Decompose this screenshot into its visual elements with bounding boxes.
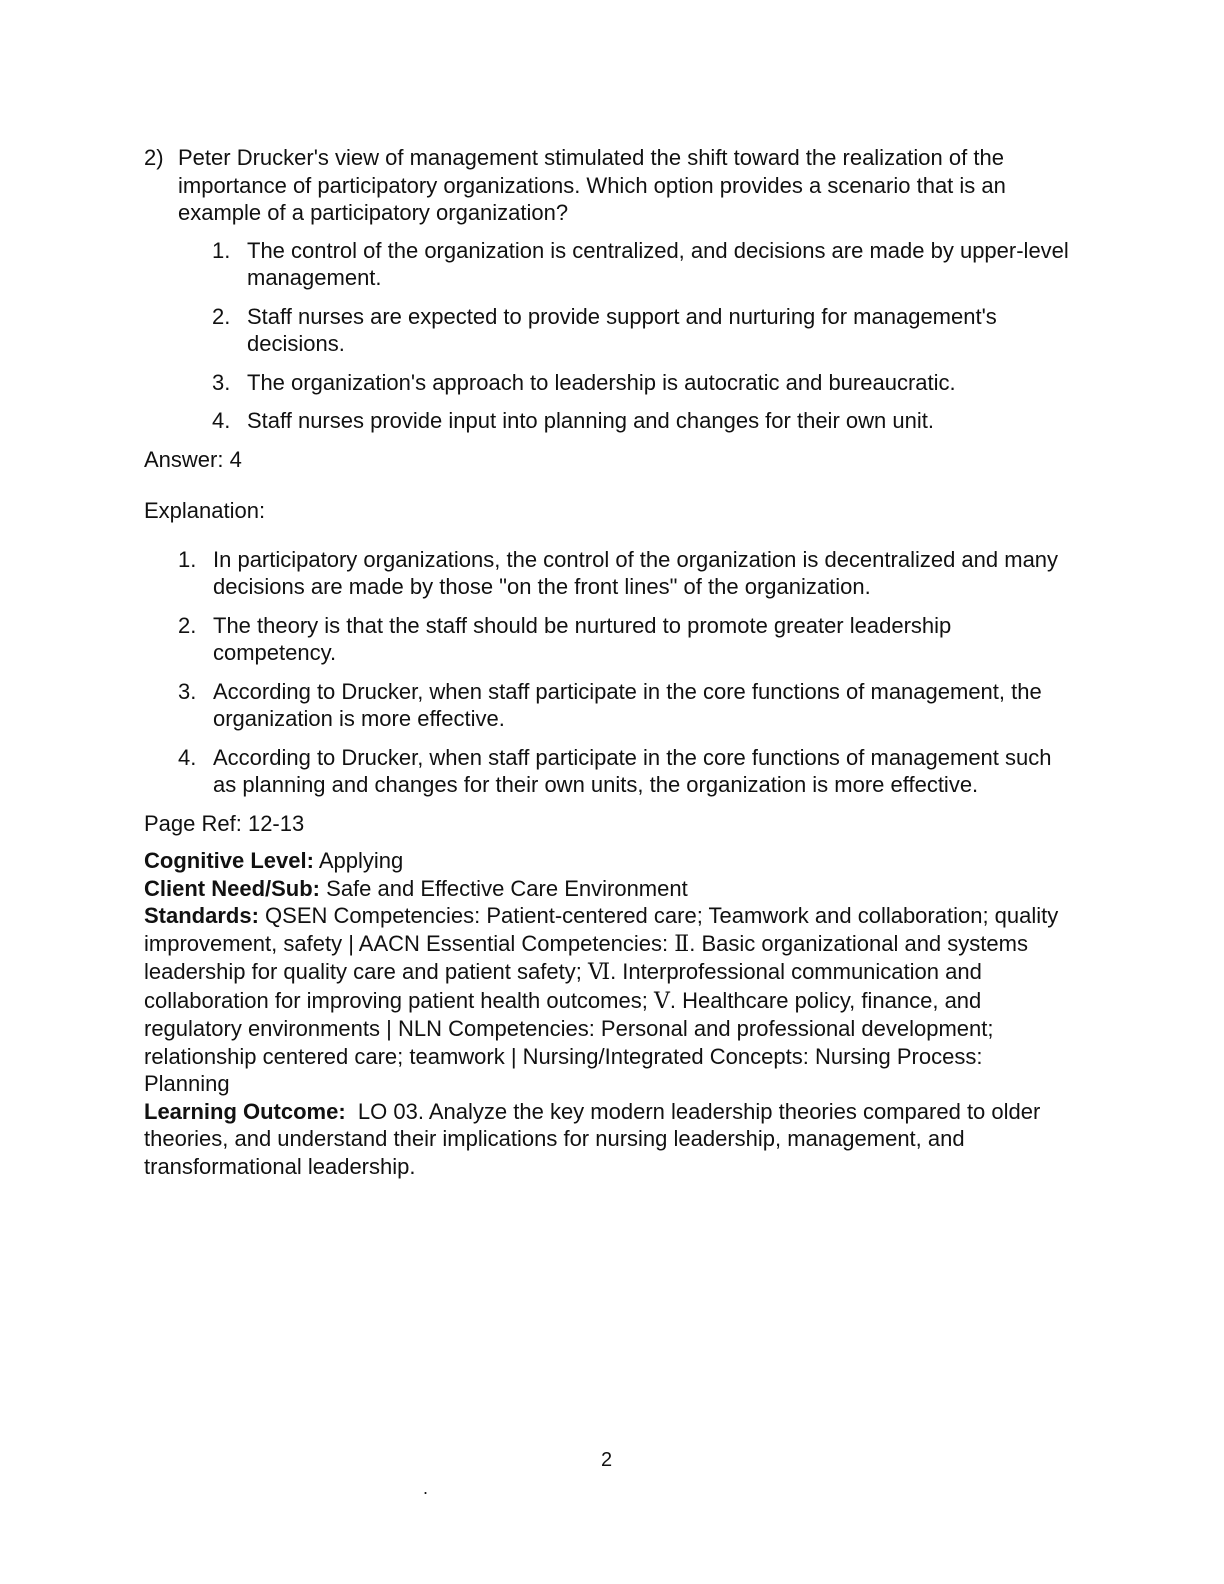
explanation-item bbox=[178, 546, 1074, 601]
standards bbox=[144, 902, 1074, 1098]
explanation-text: The theory is that the staff should be nurtured to promote greater leadership competency. bbox=[213, 612, 952, 665]
option-text: The control of the organization is centralized, and decisions are made by upper-level management. bbox=[247, 237, 1069, 290]
explanation-list bbox=[144, 546, 1074, 799]
explanation-item bbox=[178, 744, 1074, 799]
question-stem: Peter Drucker's view of management stimulated the shift toward the realization of the importance of participatory organizations. Which option provides a scenario that is an example of a participatory organization? bbox=[178, 145, 1006, 225]
cognitive-level-value: Applying bbox=[318, 848, 404, 873]
standards-text-3: . Interprofessional communication and collaboration for improving patient health outcomes; bbox=[144, 959, 982, 1013]
standards-label: Standards: bbox=[144, 903, 259, 928]
roman-numeral-5: Ⅴ bbox=[653, 988, 670, 1014]
page-number: 2 bbox=[600, 1449, 613, 1471]
footer-dot: . bbox=[423, 1478, 429, 1498]
option-number: 1. bbox=[212, 237, 231, 263]
standards-text-2: . Basic organizational and systems leadership for quality care and patient safety; bbox=[144, 930, 1028, 984]
explanation-number: 3. bbox=[178, 678, 197, 704]
roman-numeral-6: Ⅵ bbox=[587, 960, 611, 985]
explanation-item bbox=[178, 678, 1074, 733]
answer-options bbox=[178, 237, 1074, 435]
option-text: The organization's approach to leadership is autocratic and bureaucratic. bbox=[247, 369, 956, 395]
explanation-text: According to Drucker, when staff participate in the core functions of management such as planning and changes for their own units, the organization is more effective. bbox=[213, 744, 1052, 797]
question-number: 2) bbox=[144, 145, 164, 170]
option-item bbox=[212, 303, 1074, 358]
learning-outcome-label: Learning Outcome: bbox=[144, 1098, 346, 1124]
question-block bbox=[144, 144, 1074, 435]
explanation-number: 2. bbox=[178, 612, 197, 638]
client-need bbox=[144, 875, 1074, 903]
option-number: 3. bbox=[212, 369, 231, 395]
cognitive-level-label: Cognitive Level: bbox=[144, 848, 314, 873]
metadata-block bbox=[144, 847, 1074, 1180]
explanation-number: 1. bbox=[178, 546, 197, 572]
learning-outcome-value: LO 03. Analyze the key modern leadership theories compared to older theories, and understand their implications for nursing leadership, management, and transformational leadership. bbox=[144, 1098, 1041, 1179]
explanation-item bbox=[178, 612, 1074, 667]
option-number: 4. bbox=[212, 408, 231, 433]
option-number: 2. bbox=[212, 303, 231, 329]
answer-line: Answer: 4 bbox=[144, 446, 242, 472]
explanation-text: In participatory organizations, the control of the organization is decentralized and many decisions are made by those "on the front lines" of the organization. bbox=[213, 546, 1059, 599]
standards-text-4: . Healthcare policy, finance, and regulatory environments | NLN Competencies: Personal and professional development; relationship centered care; teamwork | Nursing/Integrated Concepts: Nursing Process: Planning bbox=[144, 987, 994, 1096]
roman-numeral-2: Ⅱ bbox=[674, 931, 690, 957]
explanation-number: 4. bbox=[178, 744, 197, 770]
option-text: Staff nurses provide input into planning and changes for their own unit. bbox=[247, 408, 934, 433]
page-content bbox=[144, 144, 1074, 1180]
explanation-heading: Explanation: bbox=[144, 498, 266, 523]
learning-outcome bbox=[144, 1098, 1074, 1181]
option-item bbox=[212, 237, 1074, 292]
cognitive-level bbox=[144, 847, 1074, 875]
explanation-text: According to Drucker, when staff participate in the core functions of management, the organization is more effective. bbox=[213, 678, 1042, 731]
client-need-value: Safe and Effective Care Environment bbox=[326, 875, 688, 901]
option-item bbox=[212, 407, 1074, 435]
option-item bbox=[212, 369, 1074, 397]
page-reference: Page Ref: 12-13 bbox=[144, 810, 305, 836]
standards-text-1: QSEN Competencies: Patient-centered care; Teamwork and collaboration; quality improvement, safety | AACN Essential Competencies: bbox=[144, 903, 1059, 956]
option-text: Staff nurses are expected to provide support and nurturing for management's decisions. bbox=[247, 303, 997, 356]
client-need-label: Client Need/Sub: bbox=[144, 875, 321, 901]
